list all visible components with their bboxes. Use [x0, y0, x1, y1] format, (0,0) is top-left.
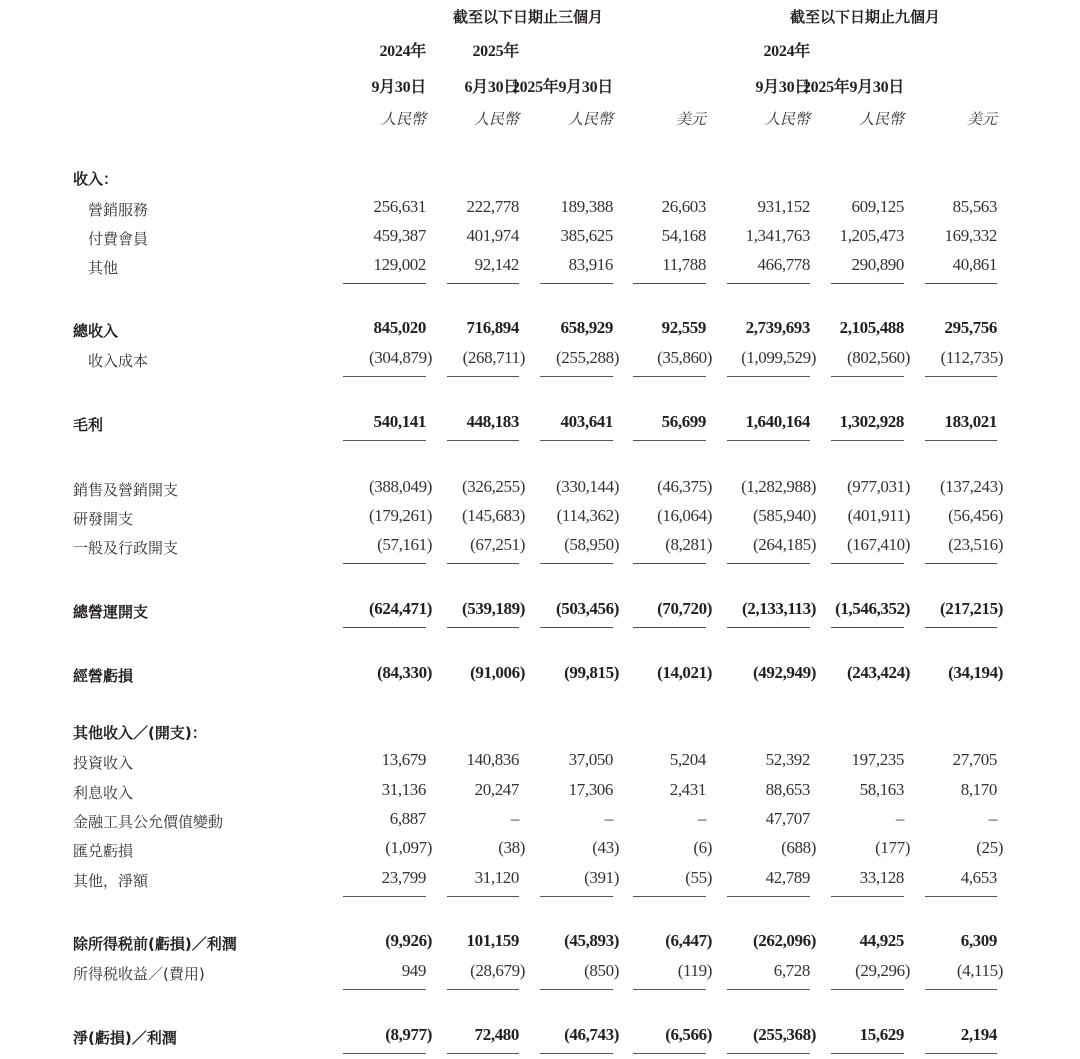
cell-value: (1,099,529) — [741, 348, 816, 367]
row-label: 其他 — [88, 259, 119, 277]
cell-value: 2,739,693 — [745, 318, 810, 337]
cell-value: (14,021) — [657, 663, 712, 682]
total-underline — [343, 376, 426, 377]
cell-value: (688) — [781, 838, 816, 857]
row-label: 匯兑虧損 — [73, 842, 134, 860]
row-label: 銷售及營銷開支 — [73, 481, 179, 499]
total-underline — [727, 627, 810, 628]
cell-value: 169,332 — [944, 226, 997, 245]
cell-value: 183,021 — [944, 412, 997, 431]
cell-value: (1,546,352) — [835, 599, 910, 618]
cell-value: 1,302,928 — [839, 412, 904, 431]
cell-value: 466,778 — [757, 255, 810, 274]
cell-value: 1,341,763 — [745, 226, 810, 245]
cell-value: (46,375) — [657, 477, 712, 496]
column-year: 2025年 — [472, 43, 519, 60]
cell-value: (145,683) — [462, 506, 525, 525]
cell-value: 459,387 — [373, 226, 426, 245]
total-underline — [727, 896, 810, 897]
cell-value: 92,142 — [474, 255, 519, 274]
period-header-nine-months: 截至以下日期止九個月 — [790, 8, 941, 26]
cell-value: (57,161) — [377, 535, 432, 554]
cell-value: 26,603 — [661, 197, 706, 216]
cell-value: (99,815) — [564, 663, 619, 682]
total-underline — [447, 627, 519, 628]
total-underline — [727, 563, 810, 564]
total-underline — [447, 989, 519, 990]
cell-value: 403,641 — [560, 412, 613, 431]
cell-value: (585,940) — [753, 506, 816, 525]
cell-value: (137,243) — [940, 477, 1003, 496]
column-currency: 人民幣 — [380, 110, 426, 128]
total-underline — [343, 627, 426, 628]
cell-value: 13,679 — [381, 750, 426, 769]
cell-value: 189,388 — [560, 197, 613, 216]
cell-value: (29,296) — [855, 961, 910, 980]
row-label: 營銷服務 — [88, 201, 149, 219]
cell-value: 931,152 — [757, 197, 810, 216]
cell-value: (179,261) — [369, 506, 432, 525]
row-label: 毛利 — [73, 416, 104, 434]
total-underline — [633, 563, 706, 564]
cell-value: (177) — [875, 838, 910, 857]
row-label: 一般及行政開支 — [73, 539, 179, 557]
total-underline — [633, 627, 706, 628]
cell-value: (802,560) — [847, 348, 910, 367]
cell-value: – — [895, 809, 904, 828]
cell-value: (492,949) — [753, 663, 816, 682]
cell-value: 23,799 — [381, 868, 426, 887]
cell-value: 949 — [401, 961, 426, 980]
total-underline — [727, 1053, 810, 1054]
cell-value: (114,362) — [556, 506, 619, 525]
period-header-three-months: 截至以下日期止三個月 — [453, 8, 604, 26]
cell-value: 72,480 — [474, 1025, 519, 1044]
cell-value: 2,105,488 — [839, 318, 904, 337]
cell-value: – — [510, 809, 519, 828]
cell-value: 4,653 — [960, 868, 997, 887]
total-underline — [343, 896, 426, 897]
cell-value: 2,194 — [960, 1025, 997, 1044]
total-underline — [540, 563, 613, 564]
cell-value: 1,640,164 — [745, 412, 810, 431]
total-underline — [540, 989, 613, 990]
total-underline — [447, 440, 519, 441]
total-underline — [447, 1053, 519, 1054]
row-label: 付費會員 — [88, 230, 149, 248]
total-underline — [925, 896, 997, 897]
cell-value: (112,735) — [940, 348, 1003, 367]
cell-value: (1,097) — [385, 838, 432, 857]
total-underline — [727, 376, 810, 377]
cell-value: (1,282,988) — [741, 477, 816, 496]
total-underline — [343, 1053, 426, 1054]
total-underline — [447, 563, 519, 564]
total-underline — [633, 376, 706, 377]
cell-value: 448,183 — [466, 412, 519, 431]
column-date: 9月30日 — [371, 79, 426, 96]
cell-value: (850) — [584, 961, 619, 980]
total-underline — [831, 283, 904, 284]
cell-value: (23,516) — [948, 535, 1003, 554]
total-underline — [343, 440, 426, 441]
cell-value: (55) — [685, 868, 712, 887]
cell-value: 54,168 — [661, 226, 706, 245]
column-date: 6月30日 — [464, 79, 519, 96]
total-underline — [633, 989, 706, 990]
cell-value: (4,115) — [956, 961, 1003, 980]
total-underline — [925, 440, 997, 441]
total-underline — [831, 627, 904, 628]
cell-value: (401,911) — [847, 506, 910, 525]
total-underline — [831, 989, 904, 990]
total-underline — [831, 440, 904, 441]
total-underline — [633, 283, 706, 284]
cell-value: 609,125 — [851, 197, 904, 216]
cell-value: (6,447) — [665, 931, 712, 950]
cell-value: (624,471) — [369, 599, 432, 618]
cell-value: 1,205,473 — [839, 226, 904, 245]
cell-value: 11,788 — [662, 255, 706, 274]
column-currency: 人民幣 — [764, 110, 810, 128]
cell-value: (45,893) — [564, 931, 619, 950]
cell-value: 540,141 — [373, 412, 426, 431]
total-underline — [925, 283, 997, 284]
cell-value: (255,288) — [556, 348, 619, 367]
cell-value: 31,120 — [474, 868, 519, 887]
row-label: 投資收入 — [73, 754, 134, 772]
row-label: 其他，淨額 — [73, 872, 149, 890]
total-underline — [540, 896, 613, 897]
cell-value: (388,049) — [369, 477, 432, 496]
cell-value: (84,330) — [377, 663, 432, 682]
total-underline — [831, 896, 904, 897]
cell-value: (326,255) — [462, 477, 525, 496]
cell-value: 92,559 — [661, 318, 706, 337]
cell-value: (391) — [584, 868, 619, 887]
cell-value: 101,159 — [466, 931, 519, 950]
total-underline — [727, 989, 810, 990]
cell-value: (35,860) — [657, 348, 712, 367]
cell-value: (8,977) — [385, 1025, 432, 1044]
total-underline — [925, 1053, 997, 1054]
total-underline — [925, 989, 997, 990]
column-currency: 美元 — [966, 110, 997, 128]
total-underline — [727, 283, 810, 284]
column-date: 2025年9月30日 — [511, 79, 613, 96]
total-underline — [633, 440, 706, 441]
total-underline — [925, 563, 997, 564]
total-underline — [343, 989, 426, 990]
column-date: 2025年9月30日 — [802, 79, 904, 96]
row-label: 總營運開支 — [73, 603, 149, 621]
total-underline — [925, 627, 997, 628]
total-underline — [447, 896, 519, 897]
total-underline — [447, 376, 519, 377]
cell-value: (119) — [677, 961, 712, 980]
total-underline — [540, 440, 613, 441]
cell-value: (43) — [592, 838, 619, 857]
cell-value: (56,456) — [948, 506, 1003, 525]
column-currency: 人民幣 — [473, 110, 519, 128]
total-underline — [925, 376, 997, 377]
cell-value: 658,929 — [560, 318, 613, 337]
cell-value: 2,431 — [669, 780, 706, 799]
cell-value: 47,707 — [765, 809, 810, 828]
cell-value: (91,006) — [470, 663, 525, 682]
row-label: 研發開支 — [73, 510, 134, 528]
cell-value: 845,020 — [373, 318, 426, 337]
total-underline — [831, 563, 904, 564]
column-year: 2024年 — [379, 43, 426, 60]
column-currency: 美元 — [675, 110, 706, 128]
cell-value: – — [988, 809, 997, 828]
cell-value: 197,235 — [851, 750, 904, 769]
cell-value: (70,720) — [657, 599, 712, 618]
cell-value: (16,064) — [657, 506, 712, 525]
cell-value: (539,189) — [462, 599, 525, 618]
cell-value: 6,728 — [773, 961, 810, 980]
cell-value: (46,743) — [564, 1025, 619, 1044]
column-currency: 人民幣 — [858, 110, 904, 128]
cell-value: 6,309 — [960, 931, 997, 950]
cell-value: (67,251) — [470, 535, 525, 554]
total-underline — [540, 627, 613, 628]
cell-value: (6) — [693, 838, 712, 857]
total-underline — [447, 283, 519, 284]
total-underline — [343, 563, 426, 564]
cell-value: 140,836 — [466, 750, 519, 769]
cell-value: 88,653 — [765, 780, 810, 799]
cell-value: (8,281) — [665, 535, 712, 554]
cell-value: (34,194) — [948, 663, 1003, 682]
row-label: 所得税收益／(費用) — [73, 965, 205, 983]
cell-value: – — [697, 809, 706, 828]
total-underline — [831, 1053, 904, 1054]
cell-value: 8,170 — [960, 780, 997, 799]
row-label: 除所得税前(虧損)／利潤 — [73, 935, 237, 953]
cell-value: 256,631 — [373, 197, 426, 216]
cell-value: (28,679) — [470, 961, 525, 980]
cell-value: 20,247 — [474, 780, 519, 799]
total-underline — [727, 440, 810, 441]
total-underline — [540, 283, 613, 284]
total-underline — [633, 1053, 706, 1054]
cell-value: 6,887 — [389, 809, 426, 828]
cell-value: (9,926) — [385, 931, 432, 950]
row-label: 收入成本 — [88, 352, 149, 370]
cell-value: 295,756 — [944, 318, 997, 337]
cell-value: (304,879) — [369, 348, 432, 367]
cell-value: 56,699 — [661, 412, 706, 431]
cell-value: 17,306 — [568, 780, 613, 799]
cell-value: 33,128 — [859, 868, 904, 887]
cell-value: 40,861 — [952, 255, 997, 274]
column-date: 9月30日 — [755, 79, 810, 96]
cell-value: 52,392 — [765, 750, 810, 769]
cell-value: (330,144) — [556, 477, 619, 496]
row-label: 收入： — [73, 170, 119, 188]
cell-value: (6,566) — [665, 1025, 712, 1044]
cell-value: 385,625 — [560, 226, 613, 245]
cell-value: 83,916 — [568, 255, 613, 274]
cell-value: 222,778 — [466, 197, 519, 216]
cell-value: (262,096) — [753, 931, 816, 950]
cell-value: (25) — [976, 838, 1003, 857]
cell-value: 129,002 — [373, 255, 426, 274]
row-label: 總收入 — [73, 322, 119, 340]
cell-value: – — [604, 809, 613, 828]
cell-value: (268,711) — [462, 348, 525, 367]
total-underline — [831, 376, 904, 377]
cell-value: 5,204 — [669, 750, 706, 769]
row-label: 金融工具公允價值變動 — [73, 813, 224, 831]
cell-value: 27,705 — [952, 750, 997, 769]
cell-value: 85,563 — [952, 197, 997, 216]
cell-value: 44,925 — [859, 931, 904, 950]
cell-value: (243,424) — [847, 663, 910, 682]
cell-value: (264,185) — [753, 535, 816, 554]
cell-value: (255,368) — [753, 1025, 816, 1044]
row-label: 淨(虧損)／利潤 — [73, 1029, 177, 1047]
cell-value: 15,629 — [859, 1025, 904, 1044]
column-year: 2024年 — [763, 43, 810, 60]
cell-value: (217,215) — [940, 599, 1003, 618]
cell-value: (2,133,113) — [742, 599, 816, 618]
cell-value: (167,410) — [847, 535, 910, 554]
column-currency: 人民幣 — [567, 110, 613, 128]
cell-value: 716,894 — [466, 318, 519, 337]
row-label: 經營虧損 — [73, 667, 134, 685]
cell-value: (38) — [498, 838, 525, 857]
row-label: 其他收入／(開支)： — [73, 724, 207, 742]
cell-value: (58,950) — [564, 535, 619, 554]
cell-value: 58,163 — [859, 780, 904, 799]
cell-value: 31,136 — [381, 780, 426, 799]
cell-value: 290,890 — [851, 255, 904, 274]
cell-value: 37,050 — [568, 750, 613, 769]
total-underline — [343, 283, 426, 284]
cell-value: (503,456) — [556, 599, 619, 618]
total-underline — [540, 1053, 613, 1054]
row-label: 利息收入 — [73, 784, 134, 802]
cell-value: 401,974 — [466, 226, 519, 245]
total-underline — [540, 376, 613, 377]
total-underline — [633, 896, 706, 897]
cell-value: 42,789 — [765, 868, 810, 887]
cell-value: (977,031) — [847, 477, 910, 496]
